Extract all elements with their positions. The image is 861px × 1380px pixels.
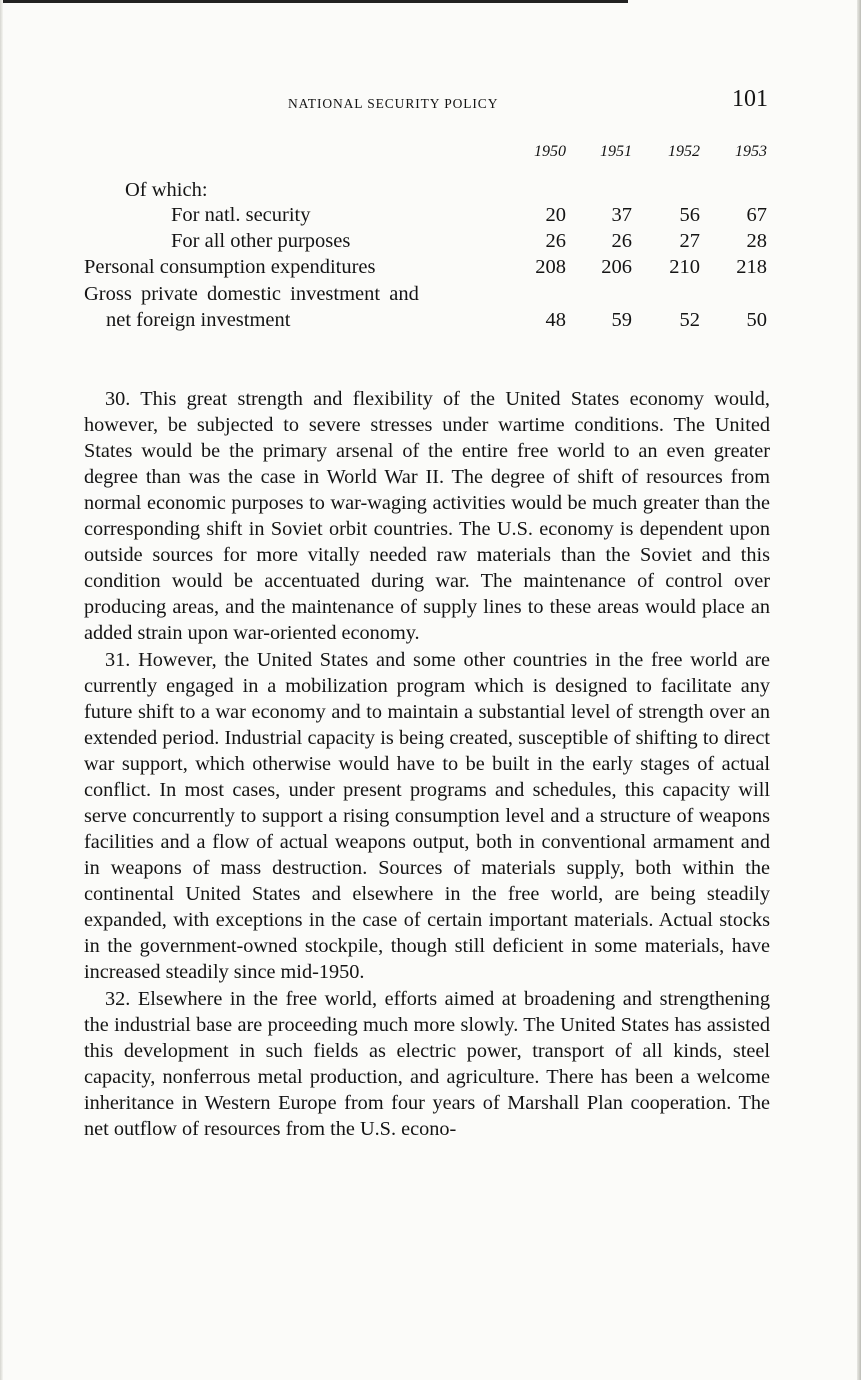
paragraph-30: 30. This great strength and flexibility of the United States economy would, however, be subjected to severe stresses under wartime conditions. The United States would be the primary arsenal of the entire free world to an even greater degree than was the case in World War II. The degree of shift of resources from normal economic purposes to war-waging activities would be much greater than the corresponding shift in Soviet orbit countries. The U.S. economy is dependent upon outside sources for more vitally needed raw materials than the Soviet and this condition would be accentuated during war. The maintenance of control over producing areas, and the maintenance of supply lines to these areas would place an added strain upon war-oriented economy.	[84, 388, 770, 644]
table-row	[0, 202, 861, 228]
row-label: net foreign investment	[106, 309, 291, 331]
row-value: 37	[611, 204, 632, 226]
year-header: 1952	[668, 143, 700, 160]
table-row	[0, 254, 861, 280]
year-header: 1951	[600, 143, 632, 160]
row-value: 26	[545, 230, 566, 252]
year-header: 1950	[534, 143, 566, 160]
table-row	[0, 228, 861, 254]
table-row	[0, 177, 861, 203]
table-row	[0, 281, 861, 307]
row-label: For all other purposes	[171, 230, 351, 252]
paragraph-31: 31. However, the United States and some other countries in the free world are currently engaged in a mobilization program which is designed to facilitate any future shift to a war economy and to maintain a substantial level of strength over an extended period. Industrial capacity is being created, susceptible of shifting to direct war support, which otherwise would have to be built in the early stages of actual conflict. In most cases, under present programs and schedules, this capacity will serve concurrently to support a rising consumption level and a structure of weapons facilities and a flow of actual weapons output, both in conventional armament and in weapons of mass destruction. Sources of materials supply, both within the continental United States and elsewhere in the free world, are being steadily expanded, with exceptions in the case of certain important materials. Actual stocks in the government-owned stockpile, though still deficient in some materials, have increased steadily since mid-1950.	[84, 649, 770, 984]
row-value: 52	[679, 309, 700, 331]
body-text	[84, 386, 770, 1144]
running-head: NATIONAL SECURITY POLICY	[288, 96, 499, 111]
row-value: 28	[746, 230, 767, 252]
row-value: 50	[746, 309, 767, 331]
row-value: 20	[545, 204, 566, 226]
row-value: 56	[679, 204, 700, 226]
row-value: 206	[601, 256, 632, 278]
table-row	[0, 307, 861, 333]
row-value: 67	[746, 204, 767, 226]
row-label: Personal consumption expenditures	[84, 256, 376, 278]
row-value: 218	[736, 256, 767, 278]
row-label: Of which:	[125, 179, 208, 201]
year-header: 1953	[735, 143, 767, 160]
row-label: For natl. security	[171, 204, 311, 226]
row-value: 26	[611, 230, 632, 252]
top-rule	[0, 0, 628, 3]
paragraph-32: 32. Elsewhere in the free world, efforts aimed at broadening and strengthening the industrial base are proceeding much more slowly. The United States has assisted this development in such fields as electric power, transport of all kinds, steel capacity, nonferrous metal production, and agriculture. There has been a welcome inheritance in Western Europe from four years of Marshall Plan cooperation. The net outflow of resources from the U.S. econo-	[84, 988, 770, 1141]
row-value: 210	[669, 256, 700, 278]
page-number: 101	[732, 86, 768, 112]
row-value: 59	[611, 309, 632, 331]
row-value: 208	[535, 256, 566, 278]
row-label: Gross private domestic investment and	[84, 283, 419, 305]
row-value: 27	[679, 230, 700, 252]
row-value: 48	[545, 309, 566, 331]
